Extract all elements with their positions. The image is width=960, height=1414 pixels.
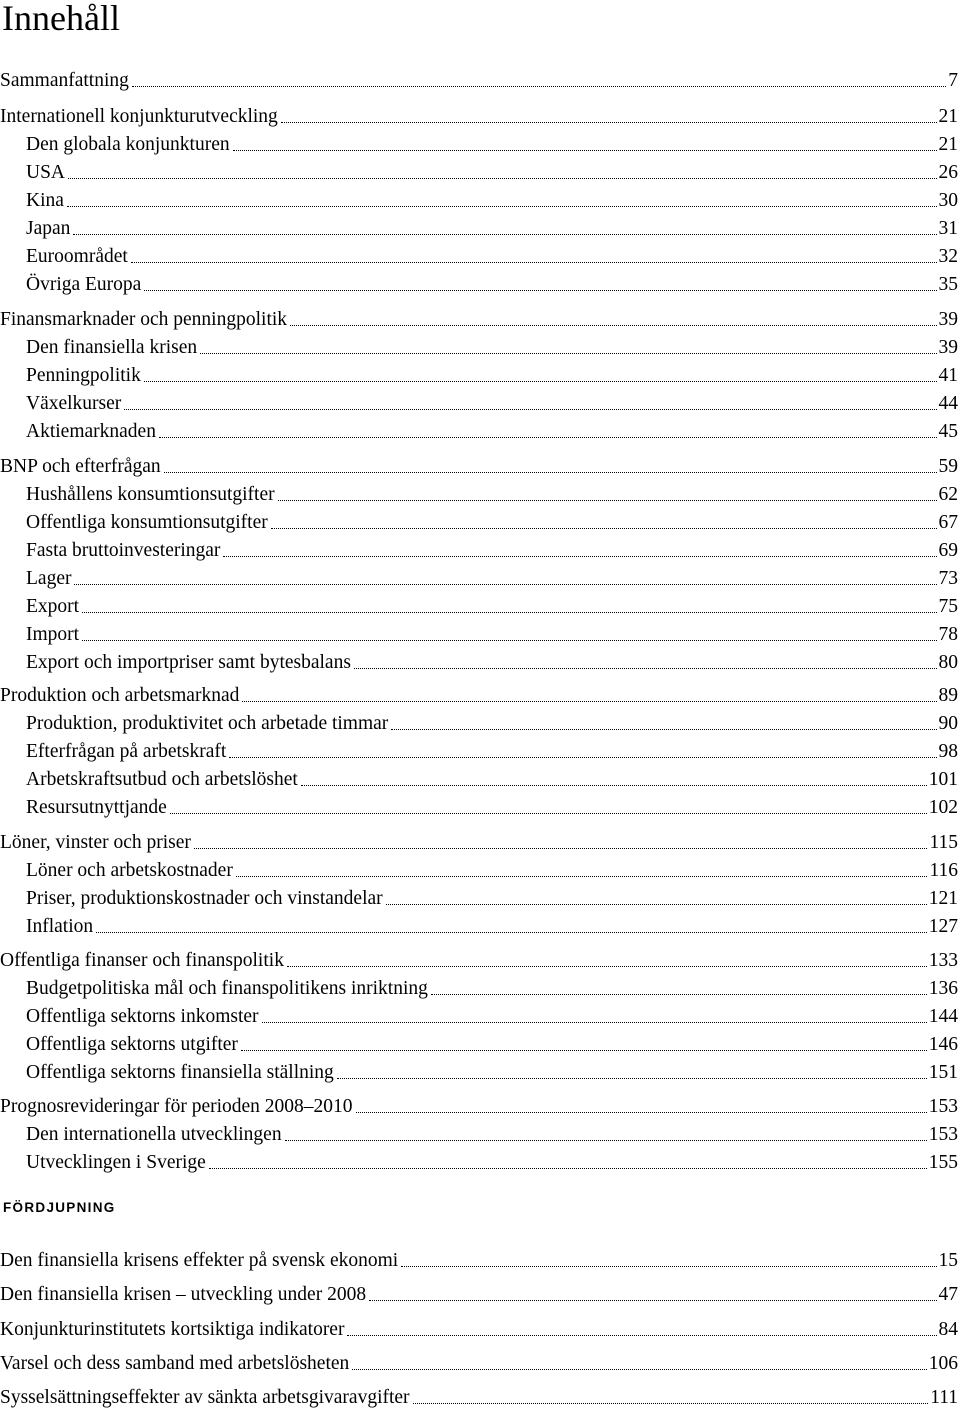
toc-entry-label: Efterfrågan på arbetskraft — [26, 741, 227, 762]
toc-entry[interactable] — [26, 480, 960, 506]
toc-entry-page-number: 153 — [928, 1096, 958, 1117]
toc-entry[interactable] — [26, 1120, 960, 1146]
toc-entry-page-number: 62 — [938, 484, 958, 505]
toc-entry-label: Euroområdet — [26, 246, 128, 267]
toc-entry-label: Hushållens konsumtionsutgifter — [26, 484, 275, 505]
toc-entry-label: Penningpolitik — [26, 365, 141, 386]
toc-entry-label: Export — [26, 596, 80, 617]
fordjupning-entry[interactable] — [0, 1246, 960, 1272]
toc-entry-label: Offentliga sektorns inkomster — [26, 1006, 259, 1027]
toc-entry-label: Kina — [26, 190, 64, 211]
dot-leader — [144, 289, 936, 291]
toc-entry[interactable] — [26, 417, 960, 443]
fordjupning-entry-page-number: 106 — [928, 1353, 958, 1374]
toc-entry-page-number: 133 — [928, 950, 958, 971]
dot-leader — [413, 1402, 929, 1404]
toc-entry-label: Produktion och arbetsmarknad — [0, 685, 240, 706]
dot-leader — [369, 1299, 936, 1301]
toc-entry[interactable] — [0, 452, 960, 478]
toc-entry-label: Fasta bruttoinvesteringar — [26, 540, 221, 561]
toc-entry-label: Offentliga finanser och finanspolitik — [0, 950, 284, 971]
dot-leader — [159, 436, 937, 438]
dot-leader — [131, 261, 937, 263]
toc-entry-page-number: 32 — [938, 246, 958, 267]
toc-entry[interactable] — [26, 389, 960, 415]
toc-entry[interactable] — [26, 130, 960, 156]
toc-entry-page-number: 102 — [928, 797, 958, 818]
fordjupning-entry-page-number: 84 — [938, 1319, 958, 1340]
fordjupning-entry[interactable] — [0, 1383, 960, 1409]
toc-entry-label: Finansmarknader och penningpolitik — [0, 309, 288, 330]
toc-entry-page-number: 155 — [928, 1152, 958, 1173]
dot-leader — [170, 812, 927, 814]
toc-entry[interactable] — [0, 305, 960, 331]
dot-leader — [337, 1077, 927, 1079]
toc-entry-page-number: 151 — [928, 1062, 958, 1083]
dot-leader — [391, 728, 936, 730]
toc-entry[interactable] — [26, 620, 960, 646]
dot-leader — [96, 931, 927, 933]
fordjupning-entry-page-number: 47 — [938, 1284, 958, 1305]
toc-entry[interactable] — [26, 270, 960, 296]
toc-entry[interactable] — [26, 242, 960, 268]
toc-entry-label: Löner, vinster och priser — [0, 832, 191, 853]
dot-leader — [287, 965, 927, 967]
toc-entry[interactable] — [26, 884, 960, 910]
toc-entry[interactable] — [26, 648, 960, 674]
dot-leader — [241, 1049, 927, 1051]
dot-leader — [67, 205, 937, 207]
toc-entry[interactable] — [26, 1148, 960, 1174]
dot-leader — [164, 471, 937, 473]
toc-entry-page-number: 80 — [938, 652, 958, 673]
toc-entry-page-number: 44 — [938, 393, 958, 414]
toc-entry-page-number: 75 — [938, 596, 958, 617]
toc-entry-page-number: 21 — [938, 134, 958, 155]
dot-leader — [68, 177, 936, 179]
toc-entry-page-number: 127 — [928, 916, 958, 937]
toc-entry-page-number: 73 — [938, 568, 958, 589]
toc-entry-page-number: 41 — [938, 365, 958, 386]
dot-leader — [356, 1111, 927, 1113]
fordjupning-entry-page-number: 111 — [930, 1387, 958, 1408]
toc-entry-label: Den finansiella krisen — [26, 337, 198, 358]
fordjupning-entry-label: Varsel och dess samband med arbetslösheten — [0, 1353, 350, 1374]
toc-entry-page-number: 21 — [938, 106, 958, 127]
toc-entry-label: Övriga Europa — [26, 274, 142, 295]
dot-leader — [278, 499, 937, 501]
toc-entry[interactable] — [0, 946, 960, 972]
page-title: Innehåll — [2, 0, 120, 38]
toc-entry-label: Offentliga konsumtionsutgifter — [26, 512, 268, 533]
dot-leader — [271, 527, 937, 529]
toc-entry[interactable] — [26, 536, 960, 562]
toc-entry-page-number: 39 — [938, 337, 958, 358]
toc-entry[interactable] — [26, 214, 960, 240]
toc-entry-page-number: 89 — [938, 685, 958, 706]
fordjupning-entry-page-number: 15 — [938, 1250, 958, 1271]
toc-entry-label: Inflation — [26, 916, 94, 937]
toc-entry[interactable] — [26, 974, 960, 1000]
dot-leader — [233, 149, 937, 151]
dot-leader — [223, 555, 936, 557]
fordjupning-heading: FÖRDJUPNING — [3, 1200, 116, 1215]
toc-entry-label: Arbetskraftsutbud och arbetslöshet — [26, 769, 298, 790]
toc-entry-label: Den internationella utvecklingen — [26, 1124, 282, 1145]
fordjupning-entry[interactable] — [0, 1280, 960, 1306]
toc-entry[interactable] — [26, 333, 960, 359]
toc-entry-page-number: 78 — [938, 624, 958, 645]
fordjupning-entry[interactable] — [0, 1315, 960, 1341]
dot-leader — [301, 784, 927, 786]
toc-entry-label: Utvecklingen i Sverige — [26, 1152, 206, 1173]
toc-entry-label: Offentliga sektorns finansiella ställning — [26, 1062, 334, 1083]
dot-leader — [144, 380, 937, 382]
toc-entry-label: Resursutnyttjande — [26, 797, 167, 818]
toc-entry[interactable] — [26, 592, 960, 618]
toc-entry[interactable] — [26, 1002, 960, 1028]
toc-entry[interactable] — [0, 66, 960, 92]
toc-entry-label: USA — [26, 162, 66, 183]
dot-leader — [194, 847, 928, 849]
toc-entry-label: Export och importpriser samt bytesbalans — [26, 652, 351, 673]
dot-leader — [354, 667, 937, 669]
toc-entry-page-number: 31 — [938, 218, 958, 239]
fordjupning-entry-label: Den finansiella krisens effekter på svensk ekonomi — [0, 1250, 399, 1271]
fordjupning-entry-label: Sysselsättningseffekter av sänkta arbetsgivaravgifter — [0, 1387, 410, 1408]
dot-leader — [229, 756, 936, 758]
toc-entry-page-number: 101 — [928, 769, 958, 790]
toc-entry-page-number: 7 — [948, 70, 958, 91]
toc-entry-label: Japan — [26, 218, 71, 239]
dot-leader — [73, 233, 936, 235]
dot-leader — [281, 121, 937, 123]
toc-entry[interactable] — [26, 737, 960, 763]
dot-leader — [386, 903, 927, 905]
toc-entry[interactable] — [26, 158, 960, 184]
toc-entry[interactable] — [26, 912, 960, 938]
toc-entry[interactable] — [0, 681, 960, 707]
toc-entry-page-number: 39 — [938, 309, 958, 330]
toc-entry-label: Budgetpolitiska mål och finanspolitikens inriktning — [26, 978, 428, 999]
toc-entry-label: BNP och efterfrågan — [0, 456, 161, 477]
dot-leader — [200, 352, 936, 354]
toc-entry-label: Växelkurser — [26, 393, 122, 414]
toc-entry-page-number: 136 — [928, 978, 958, 999]
dot-leader — [285, 1139, 927, 1141]
fordjupning-entry[interactable] — [0, 1349, 960, 1375]
dot-leader — [124, 408, 936, 410]
dot-leader — [290, 324, 936, 326]
toc-entry-page-number: 69 — [938, 540, 958, 561]
toc-entry-label: Lager — [26, 568, 72, 589]
dot-leader — [401, 1265, 936, 1267]
dot-leader — [262, 1021, 927, 1023]
toc-entry[interactable] — [26, 1030, 960, 1056]
toc-entry-label: Prognosrevideringar för perioden 2008–2010 — [0, 1096, 353, 1117]
toc-entry-page-number: 121 — [928, 888, 958, 909]
dot-leader — [431, 993, 927, 995]
dot-leader — [352, 1368, 926, 1370]
toc-entry[interactable] — [26, 856, 960, 882]
toc-entry[interactable] — [26, 361, 960, 387]
toc-entry-page-number: 116 — [929, 860, 958, 881]
toc-entry[interactable] — [26, 508, 960, 534]
toc-entry[interactable] — [26, 793, 960, 819]
dot-leader — [209, 1167, 927, 1169]
dot-leader — [82, 639, 936, 641]
toc-entry[interactable] — [26, 765, 960, 791]
toc-entry-label: Offentliga sektorns utgifter — [26, 1034, 238, 1055]
toc-entry-page-number: 146 — [928, 1034, 958, 1055]
toc-entry[interactable] — [26, 709, 960, 735]
dot-leader — [82, 611, 936, 613]
dot-leader — [236, 875, 928, 877]
dot-leader — [132, 85, 946, 87]
dot-leader — [74, 583, 936, 585]
toc-entry-page-number: 45 — [938, 421, 958, 442]
toc-entry[interactable] — [26, 564, 960, 590]
toc-entry-page-number: 59 — [938, 456, 958, 477]
toc-entry-page-number: 26 — [938, 162, 958, 183]
toc-entry-page-number: 153 — [928, 1124, 958, 1145]
fordjupning-entry-label: Konjunkturinstitutets kortsiktiga indikatorer — [0, 1319, 345, 1340]
dot-leader — [347, 1334, 936, 1336]
toc-entry-label: Produktion, produktivitet och arbetade timmar — [26, 713, 389, 734]
toc-entry-label: Internationell konjunkturutveckling — [0, 106, 278, 127]
dot-leader — [242, 700, 936, 702]
toc-entry-label: Aktiemarknaden — [26, 421, 156, 442]
toc-entry-label: Priser, produktionskostnader och vinstandelar — [26, 888, 383, 909]
toc-entry-page-number: 30 — [938, 190, 958, 211]
toc-entry-label: Löner och arbetskostnader — [26, 860, 233, 881]
toc-entry[interactable] — [26, 186, 960, 212]
toc-entry-label: Sammanfattning — [0, 70, 129, 91]
toc-entry-page-number: 144 — [928, 1006, 958, 1027]
toc-entry-label: Den globala konjunkturen — [26, 134, 230, 155]
toc-entry-page-number: 35 — [938, 274, 958, 295]
toc-entry[interactable] — [0, 1092, 960, 1118]
toc-entry-page-number: 90 — [938, 713, 958, 734]
toc-entry[interactable] — [0, 828, 960, 854]
toc-entry-label: Import — [26, 624, 80, 645]
toc-entry-page-number: 98 — [938, 741, 958, 762]
toc-entry-page-number: 115 — [929, 832, 958, 853]
toc-entry[interactable] — [26, 1058, 960, 1084]
toc-entry[interactable] — [0, 102, 960, 128]
fordjupning-entry-label: Den finansiella krisen – utveckling under 2008 — [0, 1284, 367, 1305]
toc-entry-page-number: 67 — [938, 512, 958, 533]
